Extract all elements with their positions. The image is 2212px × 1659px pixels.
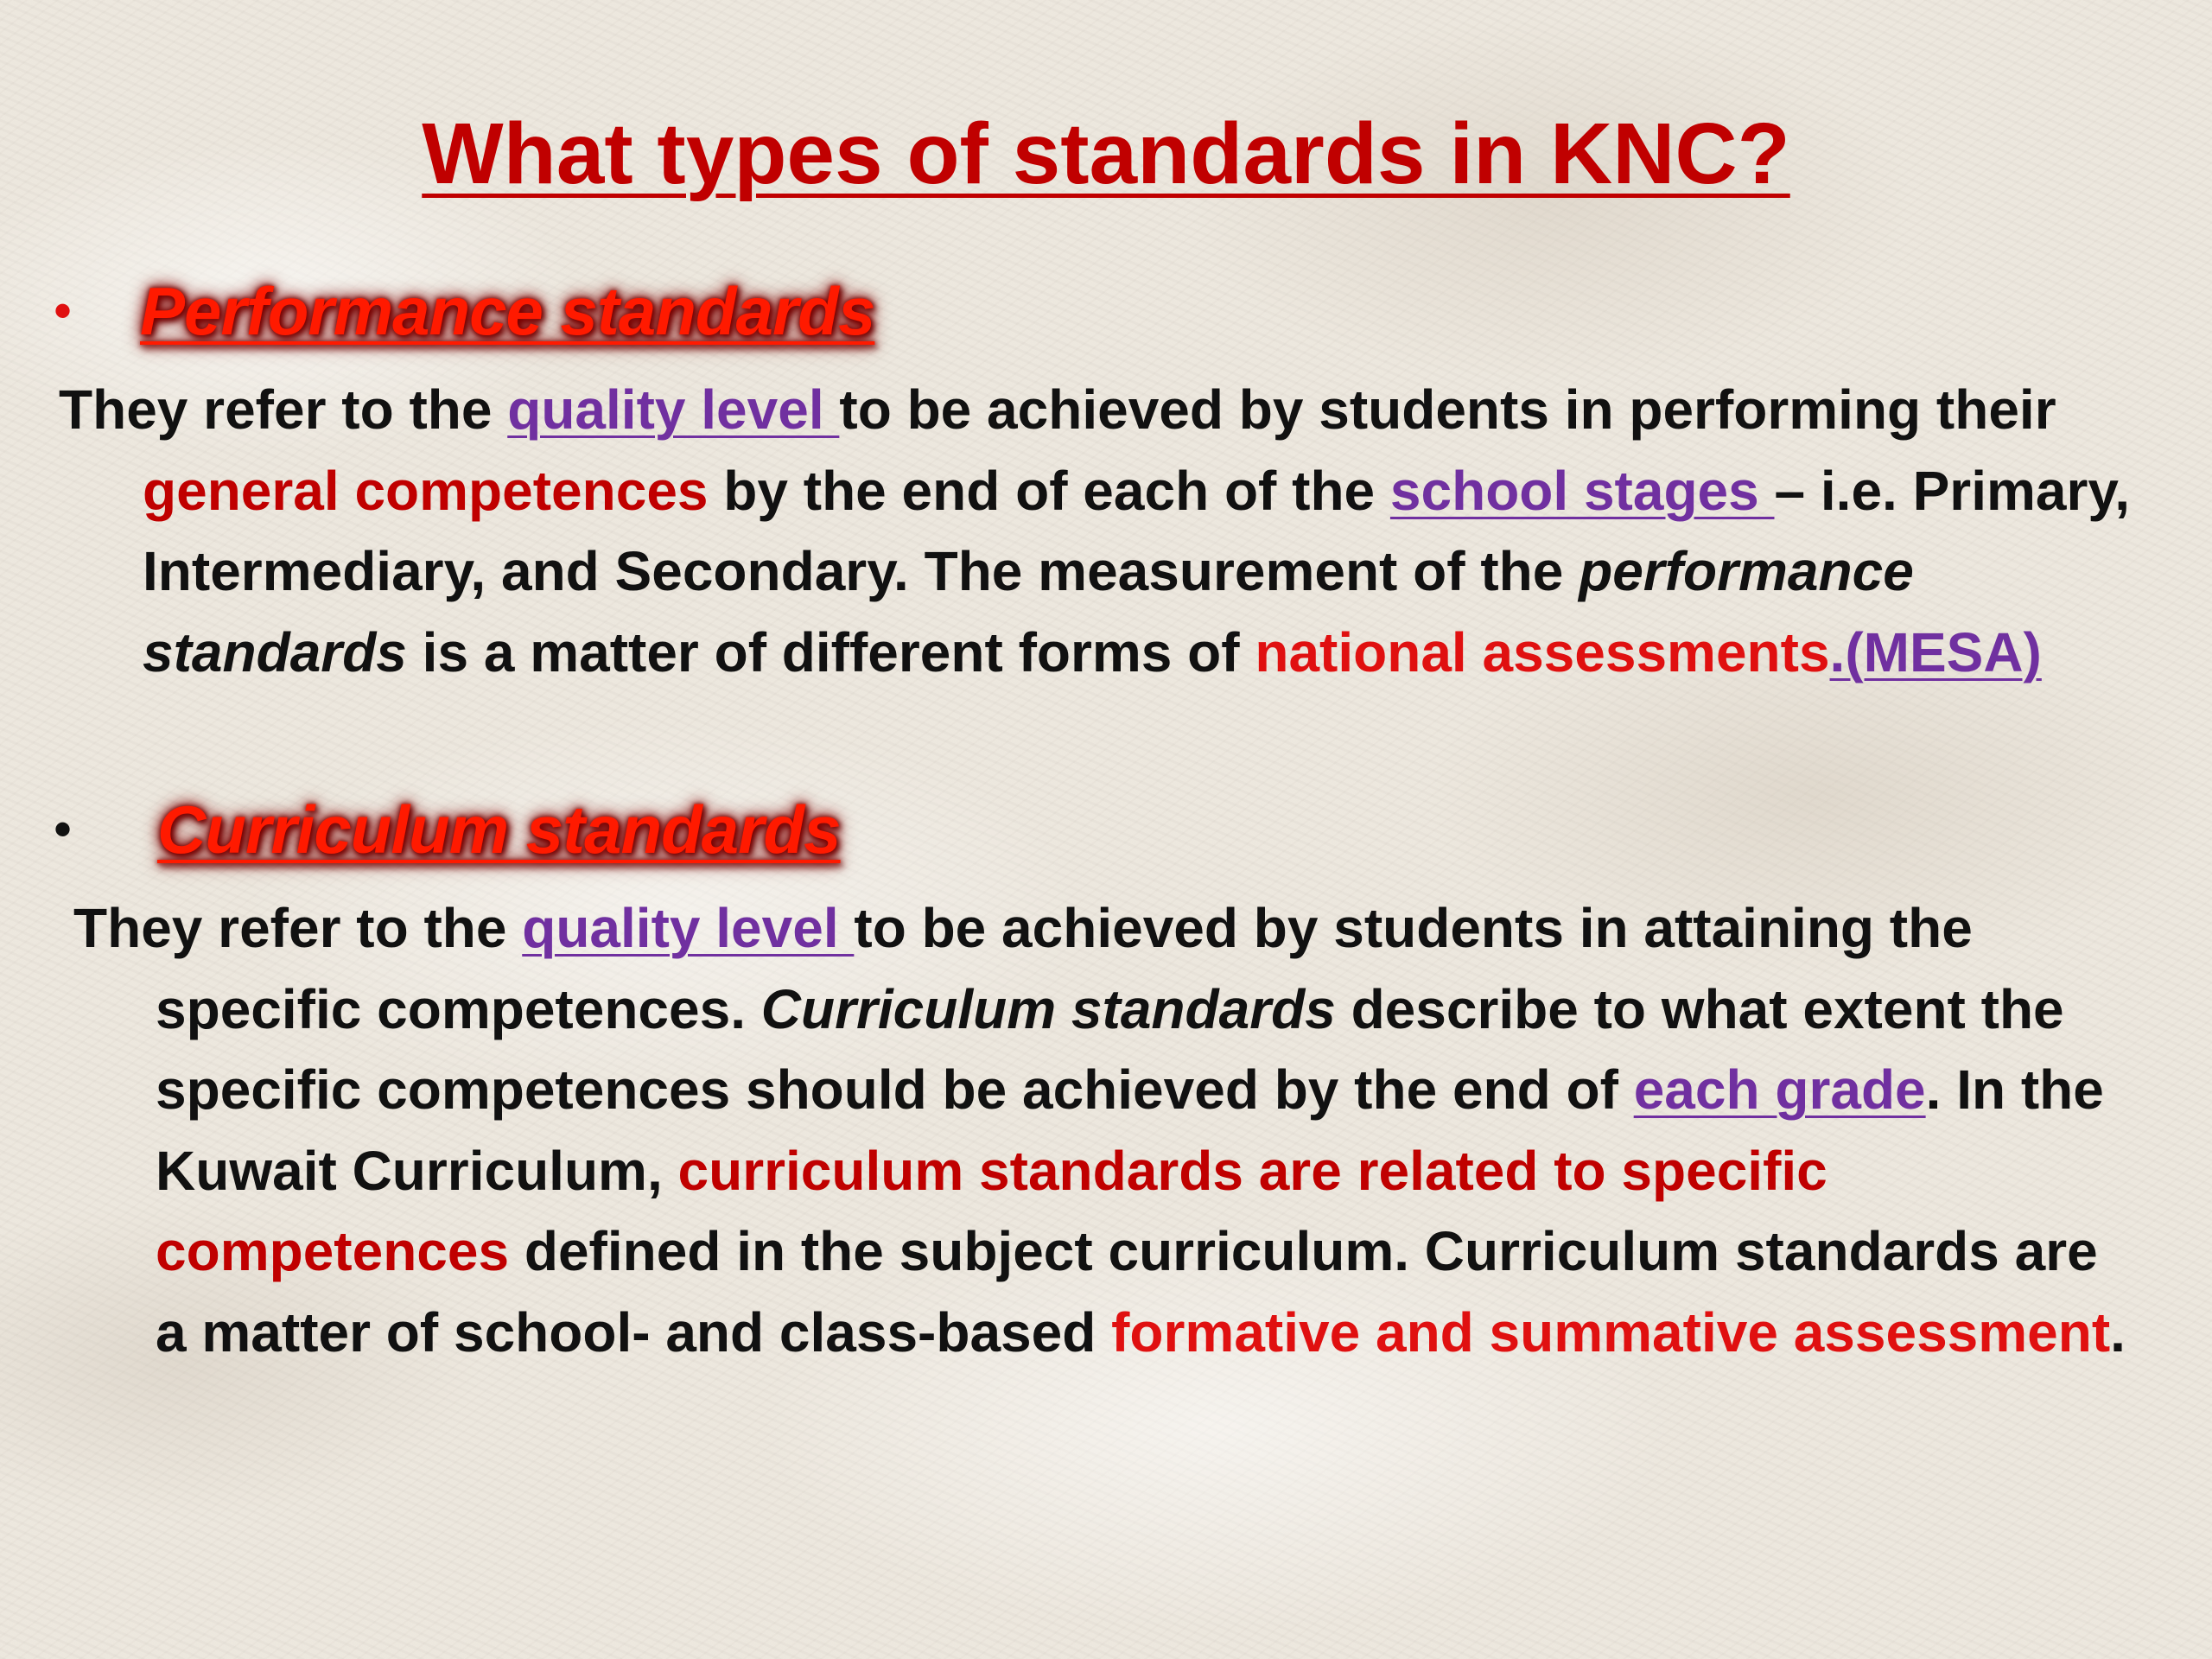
italic-performance-standards: performance standards — [143, 540, 1914, 683]
text: They refer to the — [59, 378, 508, 441]
paragraph-performance — [59, 370, 2130, 693]
text: . — [2110, 1300, 2126, 1363]
text: defined in the subject curriculum. Curriculum standards are a matter of school- and class-based — [156, 1220, 2098, 1363]
link-school-stages[interactable]: school stages — [1389, 459, 1775, 522]
link-each-grade[interactable]: each grade — [1633, 1058, 1926, 1121]
section-heading-row-performance — [54, 264, 874, 359]
emphasis-curriculum-standards-related: curriculum standards are related to specific competences — [156, 1139, 1827, 1282]
text: . In the Kuwait Curriculum, — [156, 1058, 2104, 1202]
link-quality-level[interactable]: quality level — [522, 897, 855, 959]
italic-curriculum-standards: Curriculum standards — [760, 977, 1336, 1040]
emphasis-national-assessments: national assessments — [1255, 620, 1830, 683]
emphasis-formative-summative: formative and summative assessment — [1111, 1300, 2111, 1363]
text: is a matter of different forms of — [406, 620, 1255, 683]
slide-title-text: What types of standards in KNC? — [422, 105, 1790, 202]
bullet-icon: • — [54, 282, 73, 340]
text: to be achieved by students in attaining the specific competences. — [156, 897, 1973, 1040]
text: – i.e. Primary, Intermediary, and Secondary. The measurement of the — [143, 459, 2130, 602]
text: by the end of each of the — [708, 459, 1390, 522]
section-heading-row-curriculum — [54, 782, 841, 877]
bullet-icon: • — [54, 800, 73, 858]
heading-curriculum-standards: Curriculum standards — [157, 791, 841, 868]
slide-title — [0, 102, 2212, 206]
text: describe to what extent the specific competences should be achieved by the end of — [156, 977, 2064, 1121]
link-mesa[interactable]: .(MESA) — [1829, 620, 2042, 683]
text: They refer to the — [73, 897, 523, 959]
text: to be achieved by students in performing their — [839, 378, 2056, 441]
emphasis-general-competences: general competences — [143, 459, 709, 522]
heading-performance-standards: Performance standards — [140, 272, 875, 349]
paragraph-curriculum — [73, 888, 2143, 1373]
link-quality-level[interactable]: quality level — [507, 378, 840, 441]
